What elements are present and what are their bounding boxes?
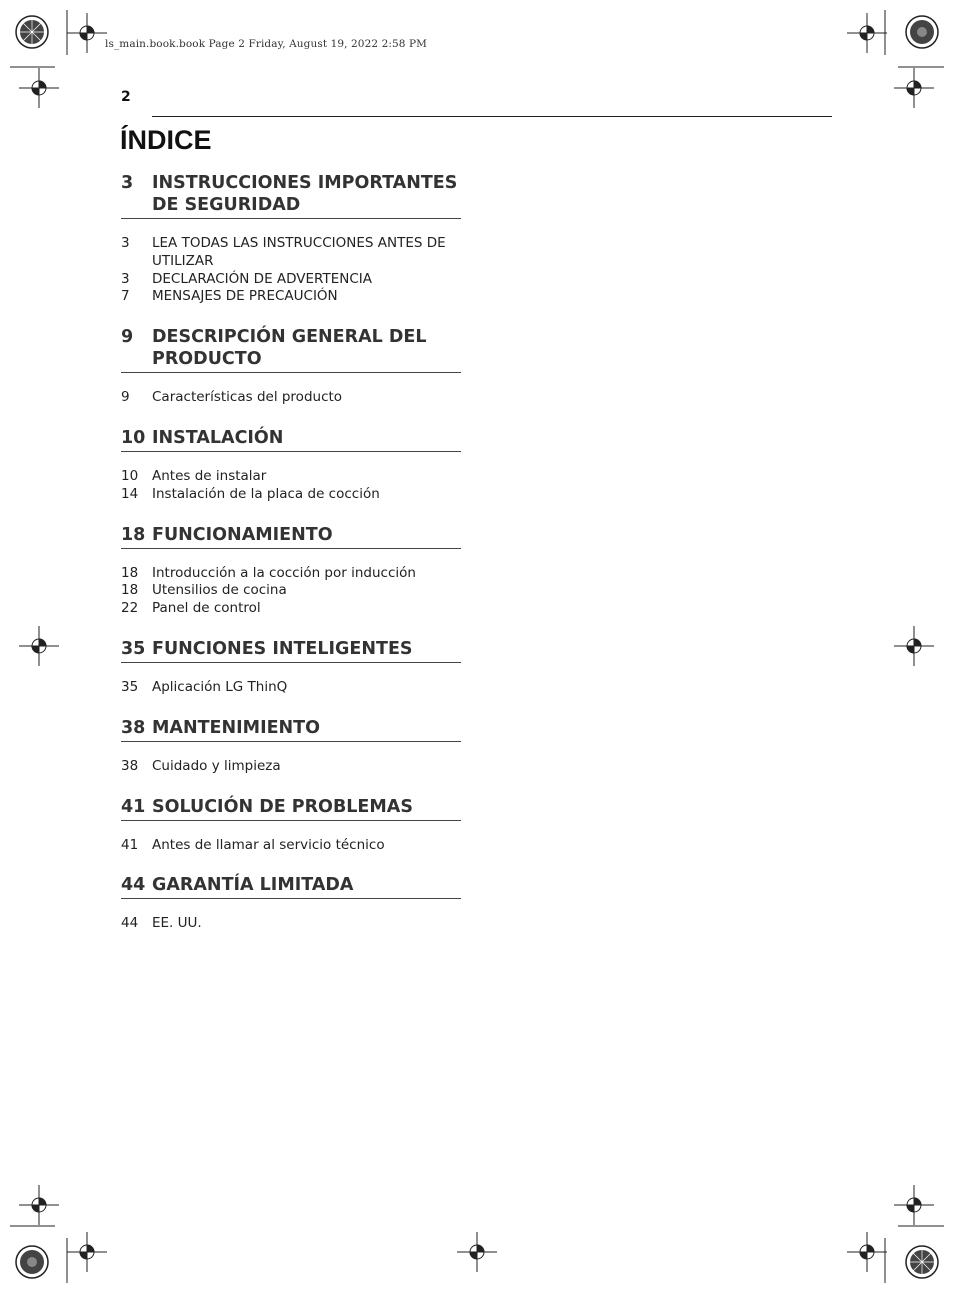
toc-entry-page-number: 10 (121, 467, 139, 484)
crosshair-target-icon (19, 68, 59, 108)
toc-section-page-number: 10 (121, 427, 146, 448)
toc-entry-page-number: 18 (121, 582, 139, 599)
toc-entry-page-number: 44 (121, 915, 139, 932)
registration-wheel-icon (900, 1240, 944, 1284)
crosshair-target-icon (19, 1185, 59, 1225)
page-title: ÍNDICE (120, 125, 212, 155)
toc-section-page-number: 41 (121, 796, 146, 817)
crosshair-target-icon (847, 13, 887, 53)
toc-entry-title: LEA TODAS LAS INSTRUCCIONES ANTES DE UTILIZAR (152, 235, 446, 269)
toc-entry-title: Introducción a la cocción por inducción (152, 564, 416, 581)
toc-entry-page-number: 38 (121, 757, 139, 774)
crosshair-target-icon (19, 626, 59, 666)
toc-section-title: SOLUCIÓN DE PROBLEMAS (152, 796, 413, 817)
registration-wheel-icon (10, 1240, 54, 1284)
crosshair-target-icon (67, 1232, 107, 1272)
toc-section-title: INSTRUCCIONES IMPORTANTES DE SEGURIDAD (152, 173, 458, 215)
toc-entry-page-number: 22 (121, 600, 139, 617)
toc-entry-title: Utensilios de cocina (152, 582, 287, 599)
toc-entry-page-number: 3 (121, 270, 130, 287)
toc-entry-page-number: 14 (121, 485, 139, 502)
toc-section-page-number: 9 (121, 327, 134, 348)
toc-section-page-number: 38 (121, 717, 146, 738)
crosshair-target-icon (894, 626, 934, 666)
toc-section-page-number: 35 (121, 638, 146, 659)
toc-entry-page-number: 35 (121, 678, 139, 695)
toc-entry-page-number: 9 (121, 389, 130, 406)
crosshair-target-icon (847, 1232, 887, 1272)
toc-entry-title: Cuidado y limpieza (152, 757, 281, 774)
registration-wheel-icon (10, 10, 54, 54)
toc-section-title: MANTENIMIENTO (152, 717, 320, 738)
toc-section-title: DESCRIPCIÓN GENERAL DEL PRODUCTO (152, 327, 427, 370)
toc-entry-title: Características del producto (152, 389, 343, 406)
crosshair-target-icon (457, 1232, 497, 1272)
page-number: 2 (121, 89, 131, 105)
toc-entry-title: Aplicación LG ThinQ (152, 678, 288, 695)
toc-section-title: INSTALACIÓN (152, 427, 284, 448)
toc-entry-title: Panel de control (152, 600, 261, 617)
registration-wheel-icon (900, 10, 944, 54)
toc-section-page-number: 3 (121, 173, 134, 193)
toc-section-page-number: 44 (121, 875, 146, 896)
toc-entry-page-number: 3 (121, 235, 130, 251)
toc-entry-title: EE. UU. (152, 915, 202, 932)
toc-entry-page-number: 41 (121, 836, 139, 853)
toc-entry-title: Instalación de la placa de cocción (152, 485, 380, 502)
crosshair-target-icon (894, 68, 934, 108)
toc-section-title: GARANTÍA LIMITADA (152, 875, 354, 896)
crosshair-target-icon (894, 1185, 934, 1225)
toc-entry-page-number: 18 (121, 564, 139, 581)
toc-section-title: FUNCIONES INTELIGENTES (152, 638, 413, 659)
toc-section-title: FUNCIONAMIENTO (152, 524, 333, 545)
toc-entry-title: MENSAJES DE PRECAUCIÓN (152, 288, 338, 305)
toc-entry-title: Antes de llamar al servicio técnico (152, 836, 385, 853)
print-header-info: ls_main.book.book Page 2 Friday, August 19, 2022 2:58 PM (105, 38, 428, 50)
toc-entry-page-number: 7 (121, 288, 130, 305)
toc-entry-title: DECLARACIÓN DE ADVERTENCIA (152, 270, 372, 287)
toc-entry-title: Antes de instalar (152, 467, 267, 484)
toc-section-page-number: 18 (121, 524, 146, 545)
crosshair-target-icon (67, 13, 107, 53)
